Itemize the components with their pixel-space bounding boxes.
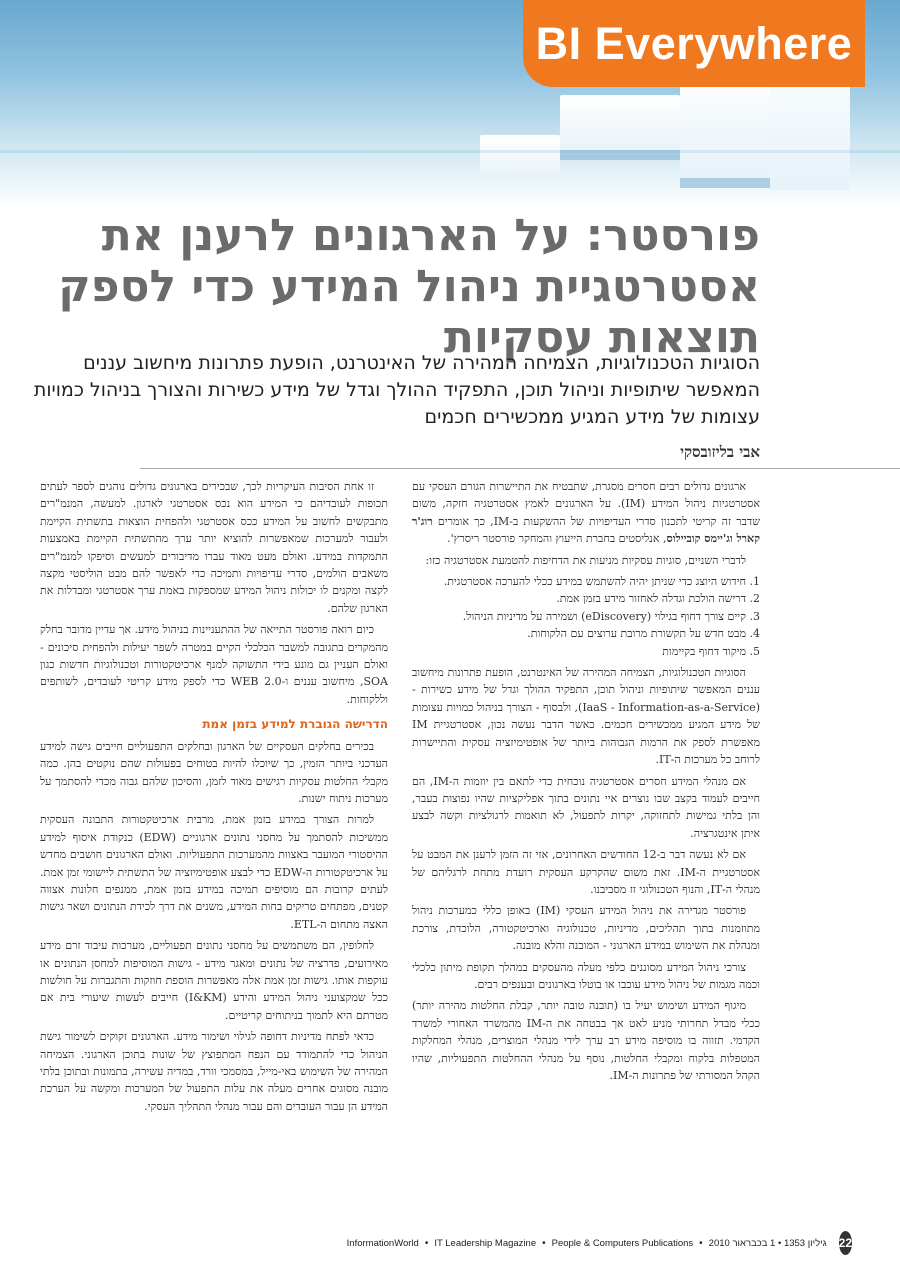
bullet-separator: • [542, 1237, 546, 1249]
paragraph: הסוגיות הטכנולוגיות, הצמיחה המהירה של האינטרנט, הופעת פתרונות מיחשוב עננים המאפשר שיתופיות וניהול תוכן, התפקיד ההולך וגדל של מידע כשירות - (IaaS - Information-as-a-Service), ולבסוף - הצורך בניהול כמויות עצומות של מידע המגיע ממכשירים חכמים. כאשר הדבר נעשה נכון, אסטרטגיית IM מאפשרת לספק את הרמות הגבוהות ביותר של אופטימיזציה עסקית והתיישרות לרוחב כל מערכות ה-IT. [412, 666, 760, 767]
paragraph: אם מנהלי המידע חסרים אסטרטגיה נוכחית כדי לתאם בין יוזמות ה-IM, הם חייבים לעמוד בקצב שבו נוצרים איי נתונים בתוך אפליקציות שהיו נפוצות בעבר, והן בלתי גמישות לתחזוקה, יקרות לתפעול, לא תואמות לרגולציות וקשה לבצע איתן אינטגרציה. [412, 774, 760, 840]
bullet-separator: • [699, 1237, 703, 1249]
right-column [412, 478, 760, 1088]
publication-name: IT Leadership Magazine [434, 1237, 537, 1249]
issues-list [412, 573, 760, 660]
divider [140, 468, 900, 469]
byline: אבי בליזובסקי [680, 443, 760, 461]
paragraph: בכירים בחלקים העסקיים של הארגון ובחלקים התפעוליים חייבים גישה למידע העדכני ביותר הזמין, כך שיוכלו להיות בטוחים בפעולות שהם נוקטים בהן. כמה מקבלי החלטות עסקיות רגישים מאוד לזמן, והסיכון שלהם גבוה מכדי להסתמך על מערכות ניתוח ישנות. [40, 739, 388, 805]
paragraph: מיגוף המידע ושימוש יעיל בו (תובנה טובה יותר, קבלת החלטות מהירה יותר) ככלי מבדל תחרותי מניע לאט אך בבטחה את ה-IM מהמשרד האחורי למשרד הקדמי. תזווה בו מוסיפה מידע רב ערך לידי מנהלי המוצרים, מנהלי המחלקות המטפלות בלקוח ומקבלי החלטות, נוסף על מנהלי ההחלטות התפעוליות, שהיו הקהל המסורתי של פתרונות ה-IM. [412, 999, 760, 1082]
list-item: 5. מיקוד דחוף בקיימות [412, 643, 746, 660]
publication-name: People & Computers Publications [551, 1237, 694, 1249]
paragraph: לחלופין, הם משתמשים על מחסני נתונים תפעוליים, מערכות עיבוד זרם מידע מאירועים, פדרציה של נתונים ומאגר מידע - גישות המוסיפות למחסן הנתונים או עוקפות אותו. גישות זמן אמת אלה מאפשרות הוספת חוזקות והתגברות על חולשות ככל שמקצועני ניהול המידע והידע (I&KM) חייבים לעשות שיעורי בית אם מטרתם היא לתמוך בניתוחים קריטיים. [40, 939, 388, 1022]
article-headline: פורסטר: על הארגונים לרענן את אסטרטגיית ניהול המידע כדי לספק תוצאות עסקיות [58, 210, 760, 363]
list-item: 4. מבט חדש על תקשורת מרובת ערוצים עם הלקוחות. [412, 625, 746, 642]
list-item: 1. חידוש היוצג כדי שניתן יהיה להשתמש במידע ככלי להערכה אסטרטגית. [412, 573, 746, 590]
paragraph: זו אחת הסיבות העיקריות לכך, שבכירים בארגונים גדולים נוהגים לספר לעתים תכופות לעובדיהם כי המידע הוא נכס אסטרטגי לארגון. למעשה, המנמ"רים מתבקשים לחשוב על המידע ככס אסטרטגי ולהפחית הוצאות בתשתית הקיימת ולעבור למערכות שמאפשרות להוציא יותר ערך מהתשתית הקיימת באמצעות התמקדות במידע. ואולם מעט מאוד עברו מדיבורים למעשים וסיפקו למנמ"רים משאבים הולמים, סדרי עדיפויות ותמיכה כדי לאפשר להם מבט הוליסטי מקצה לקצה ומקנים לו יכולות ניהול המידע שמספקות באמת ערך אסטרטגי ומבדלות את הארגון שלהם. [40, 480, 388, 615]
page-number: 22 [839, 1231, 852, 1255]
paragraph: אם לא נעשה דבר ב-12 החודשים האחרונים, אזי זה הזמן לרענן את המבט על אסטרטגיית ה-IM. זאת משום שהקרקע העסקית רועדת מתחת לרגליהם של מנהלי ה-IT, והנוף הטכנולוגי זז מסביבנו. [412, 848, 760, 896]
section-banner [523, 0, 865, 87]
paragraph: צורכי ניהול המידע מסוננים כלפי מעלה מהעסקים במהלך תקופת מיתון כלכלי וכמה מגמות של ניהול מידע עוכבו או בוטלו בארגונים ובענפים רבים. [412, 960, 760, 991]
bullet-separator: • [424, 1237, 429, 1249]
paragraph: כיום רואה פורסטר התייאה של ההתעניינות בניהול מידע. אך עדיין מדובר בחלק מהמקרים בתגובה למשבר הכלכלי הקיים במטרה לשפר יעילות ולהפחית סיכונים - ואולם העניין גם מונע בידי התשוקה למנף ארכיטקטורות וטכנולוגיות חדשות כגון SOA, מיחשוב עננים ו-WEB 2.0 כדי לספק מידע קריטי לעובדים, לשותפים וללקוחות. [40, 623, 388, 706]
paragraph: לדברי השניים, סוגיות עסקיות מניעות את הדחיפות להטמעת אסטרטגיה כזו: [425, 553, 746, 567]
paragraph: למרות הצורך במידע בזמן אמת, מרבית ארכיטקטורות התבונה העסקית ממשיכות להסתמך על מחסני נתונים ארגוניים (EDW) כנקודת איסוף למידע ההיסטורי המועבר באצוות מהמערכות התפעוליות. ואולם הארגונים חושבים מחדש על ארכיטקטורות ה-EDW כדי לבצע אופטימיזציה של התשתית ליישומי זמן אמת. לעתים קרובות הם מוסיפים תמיכה במידע בזמן אמת, ממנפים חלונות אצווה קטנים, מפתחים טריקים בחות המידע, משנים את דרך לכידת הנתונים ושאר גישות האצה מתחום ה-ETL. [40, 813, 389, 931]
page-footer [346, 1230, 852, 1256]
paragraph: פורסטר מגדירה את ניהול המידע העסקי (IM) באופן כללי כמערכות ניהול מתוזמנות בתוך תהליכים, מדיניות, טכנולוגיה וארכיטקטורה, הלוכדת, צורכת ומנהלת את השימוש במידע הארגוני - המובנה והלא מובנה. [412, 904, 760, 953]
banner-title: BI Everywhere [535, 17, 853, 69]
paragraph: ארגונים גדולים רבים חסרים מסגרת, שתבטיח את התיישרות הגורם העסקי עם אסטרטגיות ניהול המידע (IM). על הארגונים לאמץ אסטרטגיה חזקה, משום שדבר זה קריטי לתכנון סדרי העדיפויות של ההשקעות ב-IM, כך אומרים רוג'ר קארל וג'יימס קוביילוס, אנליסטים בחברת הייעוץ והמחקר פורסטר ריסרץ'. [412, 480, 761, 546]
issue-info: גיליון 1353 • 1 בכבראור 2010 [708, 1237, 827, 1249]
list-item: 2. דרישה הולכת וגדלה לאחזור מידע בזמן אמת. [412, 590, 746, 607]
left-column [40, 478, 388, 1119]
article-deck: הסוגיות הטכנולוגיות, הצמיחה המהירה של האינטרנט, הופעת פתרונות מיחשוב עננים המאפשר שיתופיות וניהול תוכן, התפקיד ההולך וגדל של מידע כשירות והצורך בניהול כמויות עצומות של מידע המגיע ממכשירים חכמים [33, 352, 760, 428]
paragraph: כדאי לפתח מדיניות דחופה לגילוי ושימור מידע. הארגונים זקוקים לשימור גישת הניהול כדי להתמודד עם הנפח המתפוצץ של שונות בתוכן הארגוני. הצמיחה המהירה של השימוש באי-מייל, במסמכי וורד, במדיה עשירה, בתמונות ובתוכן בלתי מובנה מסוגים אחרים מעלה את עלות התפעול של המערכות ומקשה על הערכת המידע הן עבור העובדים והם עבור מנהלי התהליך העסקי. [40, 1030, 388, 1113]
list-item: 3. קיים צורך דחוף בגילוי (eDiscovery) ושמירה על מדיניות הניהול. [412, 608, 746, 625]
publication-name: InformationWorld [346, 1237, 419, 1249]
subheading: הדרישה הגוברת למידע בזמן אמת [202, 717, 388, 732]
